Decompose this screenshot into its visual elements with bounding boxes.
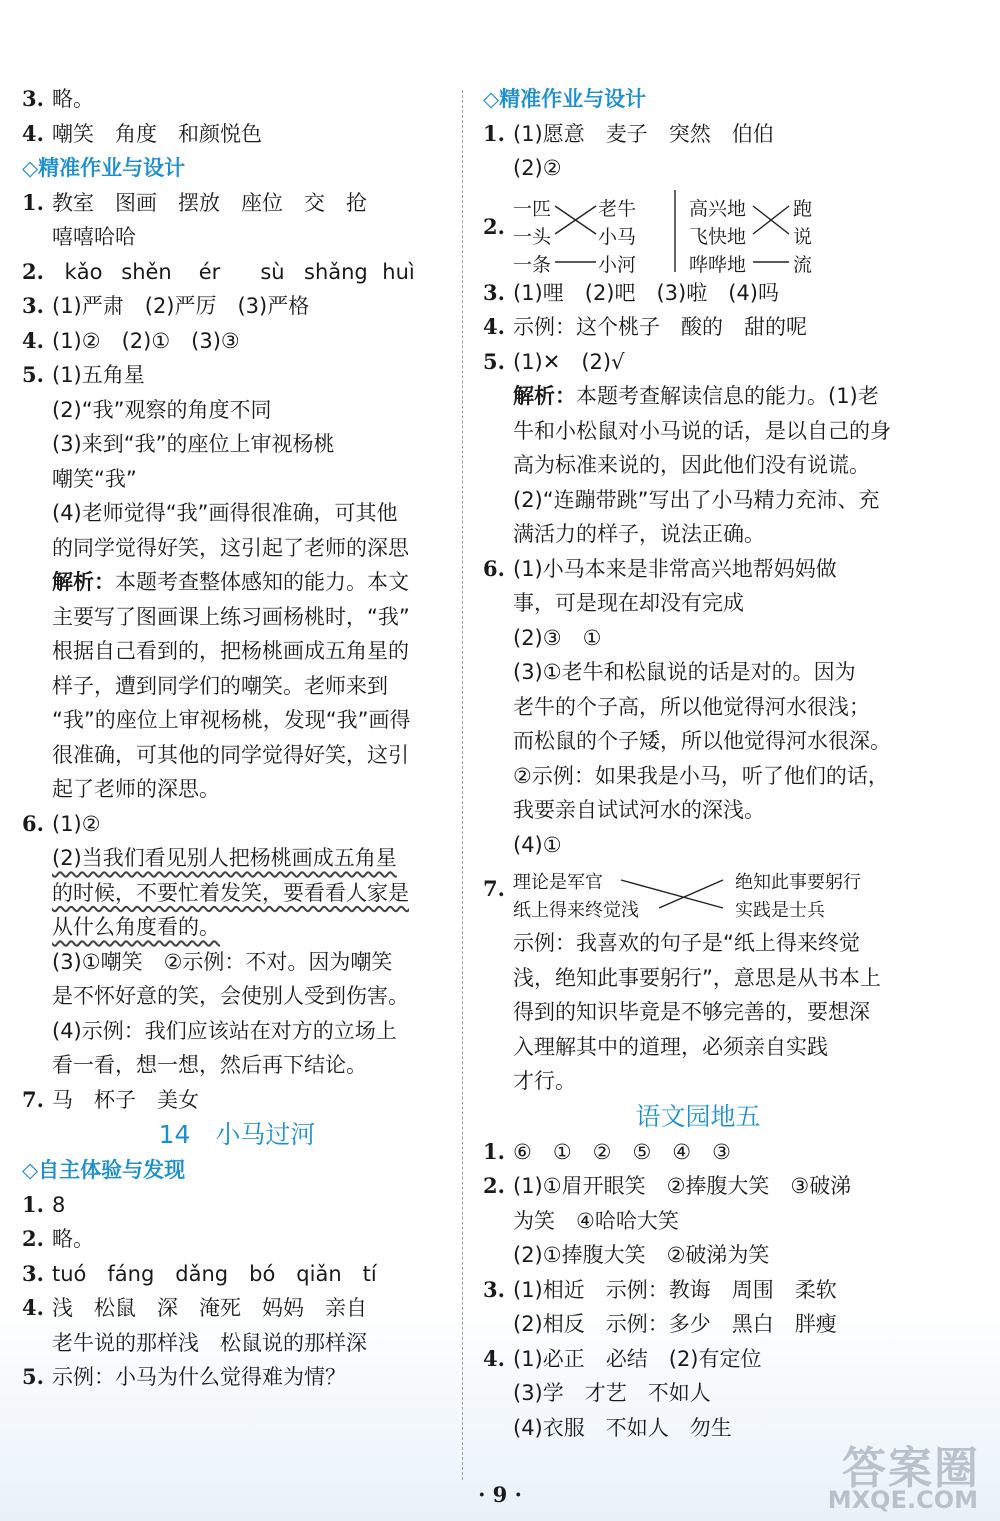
answer-line	[22, 1360, 452, 1395]
answer-line	[22, 634, 452, 669]
question-number: 4.	[22, 327, 44, 353]
answer-text: 老牛说的那样浅 松鼠说的那样深	[52, 1330, 367, 1355]
question-number: 1.	[22, 1191, 44, 1217]
question-number: 1.	[483, 120, 505, 146]
answer-text: 满活力的样子，说法正确。	[513, 522, 765, 546]
answer-line	[483, 448, 913, 483]
answer-text: (1)小马本来是非常高兴地帮妈妈做	[513, 556, 837, 581]
question-number: 1.	[22, 189, 44, 215]
question-number: 1.	[483, 1138, 505, 1164]
answer-line	[483, 310, 913, 345]
answer-line	[483, 793, 913, 828]
answer-line	[483, 961, 913, 996]
answer-text: 马 杯子 美女	[52, 1087, 199, 1112]
pinyin-item: ér	[198, 259, 221, 284]
question-number: 2.	[483, 1173, 505, 1198]
section-heading: ◇精准作业与设计	[22, 156, 186, 180]
answer-text: (1)①眉开眼笑 ②捧腹大笑 ③破涕	[513, 1174, 852, 1198]
answer-line	[22, 462, 452, 497]
answer-line	[483, 1064, 913, 1099]
answer-line	[483, 586, 913, 621]
match-left-item: 一匹	[513, 197, 552, 220]
answer-line	[483, 1307, 913, 1342]
match-left-item: 理论是军官	[513, 872, 603, 893]
watermark-site: MXQE.COM	[827, 1486, 978, 1514]
answer-line	[22, 738, 452, 773]
answer-line	[483, 1342, 913, 1377]
answer-text: (2)“我”观察的角度不同	[52, 397, 272, 422]
answer-text: 主要写了图画课上练习画杨桃时，“我”	[52, 604, 410, 629]
matching-exercise	[483, 186, 913, 276]
answer-line	[22, 703, 452, 738]
match-right-item: 流	[793, 253, 813, 276]
answer-text: 入理解其中的道理，必须亲自实践	[513, 1034, 828, 1059]
answer-line	[22, 910, 452, 945]
answer-line	[22, 186, 452, 221]
answer-line	[22, 772, 452, 807]
answer-text: (3)①嘲笑 ②示例：不对。因为嘲笑	[52, 949, 393, 974]
answer-text: (2)相反 示例：多少 黑白 胖瘦	[513, 1312, 837, 1336]
answer-text: (4)老师觉得“我”画得很准确，可其他	[52, 501, 398, 525]
question-number: 4.	[483, 314, 505, 339]
answer-text: 才行。	[513, 1069, 576, 1093]
answer-text: (2)②	[513, 156, 562, 180]
match-right-item: 说	[793, 225, 813, 248]
answer-text: 牛和小松鼠对小马说的话，是以自己的身	[513, 418, 891, 443]
answer-line	[483, 1135, 913, 1170]
question-number: 6.	[22, 810, 44, 836]
answer-text: 的时候，不要忙着发笑，要看看人家是	[52, 880, 409, 905]
answer-line	[22, 1188, 452, 1223]
answer-line	[22, 1222, 452, 1257]
answer-line	[22, 324, 452, 359]
column-divider	[462, 90, 463, 1480]
answer-text: (1)严肃 (2)严厉 (3)严格	[52, 294, 310, 318]
answer-text: 老牛的个子高，所以他觉得河水很浅；	[513, 694, 870, 719]
answer-text: (2)①捧腹大笑 ②破涕为笑	[513, 1243, 770, 1267]
match-left-item: 哗哗地	[689, 253, 747, 276]
match-line	[659, 880, 723, 908]
question-number: 6.	[483, 555, 505, 581]
answer-line	[22, 841, 452, 876]
answer-text: 浅 松鼠 深 淹死 妈妈 亲自	[52, 1296, 367, 1320]
answer-line	[22, 82, 452, 117]
answer-line	[483, 724, 913, 759]
question-number: 5.	[22, 1364, 44, 1389]
answer-text: 教室 图画 摆放 座位 交 抢	[52, 190, 367, 215]
answer-text: 略。	[52, 87, 94, 111]
answer-text: (2)“连蹦带跳”写出了小马精力充沛、充	[513, 487, 880, 512]
answer-line	[22, 393, 452, 428]
pinyin-item: kǎo	[64, 259, 103, 284]
answer-line	[483, 828, 913, 863]
answer-text: (1)② (2)① (3)③	[52, 328, 240, 353]
answer-text: 事，可是现在却没有完成	[513, 591, 744, 615]
answer-text: 很准确，可其他的同学觉得好笑，这引	[52, 742, 409, 767]
answer-line	[483, 926, 913, 961]
answer-text: 嘲笑 角度 和颜悦色	[52, 121, 262, 146]
answer-text: (1)②	[52, 811, 101, 836]
answer-text: ②示例：如果我是小马，听了他们的话，	[513, 763, 889, 788]
answer-line	[22, 669, 452, 704]
lesson-title: 语文园地五	[635, 1101, 761, 1131]
question-number: 2.	[22, 258, 44, 284]
answer-line	[22, 1291, 452, 1326]
answer-line	[22, 1014, 452, 1049]
answer-line	[22, 1048, 452, 1083]
question-number: 2.	[22, 1226, 44, 1251]
section-heading: ◇精准作业与设计	[483, 87, 647, 111]
answer-text: 而松鼠的个子矮，所以他觉得河水很深。	[513, 729, 891, 753]
answer-line	[22, 876, 452, 911]
answer-text: 看一看，想一想，然后再下结论。	[52, 1053, 367, 1077]
answer-line	[22, 358, 452, 393]
answer-text: 略。	[52, 1227, 94, 1251]
answer-text: 起了老师的深思。	[52, 777, 220, 801]
answer-line	[22, 427, 452, 462]
answer-line	[22, 600, 452, 635]
answer-line	[22, 531, 452, 566]
match-left-item: 飞快地	[689, 225, 747, 248]
answer-line	[22, 289, 452, 324]
answer-text: (4)①	[513, 832, 562, 857]
question-number: 3.	[22, 293, 44, 318]
analysis-label: 解析：	[513, 384, 576, 408]
analysis-label: 解析：	[52, 570, 115, 594]
answer-line	[483, 117, 913, 152]
pinyin-item: huì	[382, 259, 415, 284]
answer-line	[483, 517, 913, 552]
answer-text: 嘻嘻哈哈	[52, 225, 136, 249]
right-column	[483, 82, 913, 1445]
answer-line	[483, 414, 913, 449]
answer-text: 本题考查解读信息的能力。(1)老	[576, 384, 879, 408]
answer-line	[22, 1257, 452, 1292]
answer-line	[22, 807, 452, 842]
question-number: 5.	[483, 348, 505, 374]
answer-text: (2)③ ①	[513, 625, 602, 650]
answer-line	[483, 552, 913, 587]
answer-line	[22, 496, 452, 531]
question-number: 7.	[22, 1086, 44, 1112]
match-right-item: 小河	[598, 253, 637, 276]
answer-line	[483, 151, 913, 186]
answer-text: 浅，绝知此事要躬行”，意思是从书本上	[513, 965, 881, 990]
answer-text: (4)示例：我们应该站在对方的立场上	[52, 1018, 397, 1043]
answer-line	[483, 655, 913, 690]
question-number: 4.	[22, 1295, 44, 1320]
matching-exercise	[483, 862, 913, 926]
answer-line	[483, 1030, 913, 1065]
answer-text: 样子，遭到同学们的嘲笑。老师来到	[52, 673, 388, 698]
answer-line	[22, 117, 452, 152]
answer-line	[483, 621, 913, 656]
answer-line	[483, 1169, 913, 1204]
answer-text: 为笑 ④哈哈大笑	[513, 1208, 679, 1233]
answer-text: 示例：小马为什么觉得难为情？	[52, 1365, 346, 1389]
answer-line	[22, 979, 452, 1014]
answer-line	[483, 1238, 913, 1273]
match-left-item: 一条	[513, 253, 552, 276]
answer-line	[483, 345, 913, 380]
match-left-item: 纸上得来终觉浅	[513, 900, 639, 921]
question-number: 5.	[22, 362, 44, 387]
answer-text: 嘲笑“我”	[52, 466, 137, 491]
match-right-item: 跑	[793, 197, 813, 220]
section-heading: ◇自主体验与发现	[22, 1158, 186, 1182]
page-number: · 9 ·	[478, 1482, 522, 1507]
answer-line	[483, 759, 913, 794]
answer-line	[483, 483, 913, 518]
question-number: 3.	[22, 1260, 44, 1286]
match-right-item: 绝知此事要躬行	[735, 872, 861, 893]
question-number: 4.	[483, 1345, 505, 1371]
answer-text: (3)学 才艺 不如人	[513, 1381, 711, 1405]
answer-text: “我”的座位上审视杨桃，发现“我”画得	[52, 708, 411, 732]
question-number: 3.	[483, 279, 505, 305]
answer-text: 根据自己看到的，把杨桃画成五角星的	[52, 639, 409, 663]
pinyin-item: shǎng	[304, 259, 368, 284]
left-column	[22, 82, 452, 1395]
answer-text: 本题考查整体感知的能力。本文	[115, 570, 409, 594]
question-number: 4.	[22, 120, 44, 146]
pinyin-item: shěn	[121, 259, 172, 284]
answer-text: (3)①老牛和松鼠说的话是对的。因为	[513, 660, 856, 684]
match-right-item: 老牛	[598, 197, 637, 220]
answer-text: 示例：这个桃子 酸的 甜的呢	[513, 315, 807, 339]
answer-text: (4)衣服 不如人 勿生	[513, 1415, 732, 1440]
answer-line	[22, 220, 452, 255]
answer-text: (2)当我们看见别人把杨桃画成五角星	[52, 846, 397, 870]
answer-text: 我要亲自试试河水的深浅。	[513, 798, 765, 822]
answer-text: (1)必正 必结 (2)有定位	[513, 1346, 762, 1371]
answer-line	[483, 1376, 913, 1411]
answer-line	[22, 1083, 452, 1118]
question-number: 2.	[483, 213, 505, 239]
match-right-item: 实践是士兵	[735, 900, 825, 921]
answer-line	[483, 1273, 913, 1308]
answer-text: (1)愿意 麦子 突然 伯伯	[513, 121, 774, 146]
answer-line	[22, 945, 452, 980]
lesson-title: 14 小马过河	[158, 1120, 316, 1149]
answer-line	[483, 379, 913, 414]
answer-text: ⑥ ① ② ⑤ ④ ③	[513, 1139, 731, 1164]
answer-text: 从什么角度看的。	[52, 915, 220, 939]
question-number: 3.	[22, 86, 44, 111]
watermark-logo: 答案圈	[842, 1443, 980, 1494]
answer-text: tuó fáng dǎng bó qiǎn tí	[52, 1261, 377, 1286]
answer-line	[22, 565, 452, 600]
answer-text: 的同学觉得好笑，这引起了老师的深思	[52, 535, 409, 560]
answer-text: (1)哩 (2)吧 (3)啦 (4)吗	[513, 280, 779, 305]
answer-text: (1)✕ (2)√	[513, 349, 625, 374]
answer-line	[483, 1204, 913, 1239]
match-right-item: 小马	[598, 225, 637, 248]
answer-line	[483, 995, 913, 1030]
answer-text: 高为标准来说的，因此他们没有说谎。	[513, 453, 870, 477]
answer-line	[483, 276, 913, 311]
answer-line	[483, 690, 913, 725]
match-left-item: 一头	[513, 225, 552, 248]
pinyin-item: sù	[260, 259, 285, 284]
question-number: 7.	[483, 876, 505, 901]
answer-text: 是不怀好意的笑，会使别人受到伤害。	[52, 984, 409, 1008]
answer-text: 8	[52, 1192, 66, 1217]
answer-line	[22, 255, 452, 290]
answer-text: (3)来到“我”的座位上审视杨桃	[52, 432, 335, 456]
question-number: 3.	[483, 1276, 505, 1302]
answer-text: 示例：我喜欢的句子是“纸上得来终觉	[513, 931, 860, 955]
answer-text: 得到的知识毕竟是不够完善的，要想深	[513, 1000, 870, 1024]
answer-text: (1)五角星	[52, 363, 145, 387]
answer-text: (1)相近 示例：教诲 周围 柔软	[513, 1277, 837, 1302]
answer-line	[22, 1326, 452, 1361]
match-left-item: 高兴地	[689, 197, 747, 220]
